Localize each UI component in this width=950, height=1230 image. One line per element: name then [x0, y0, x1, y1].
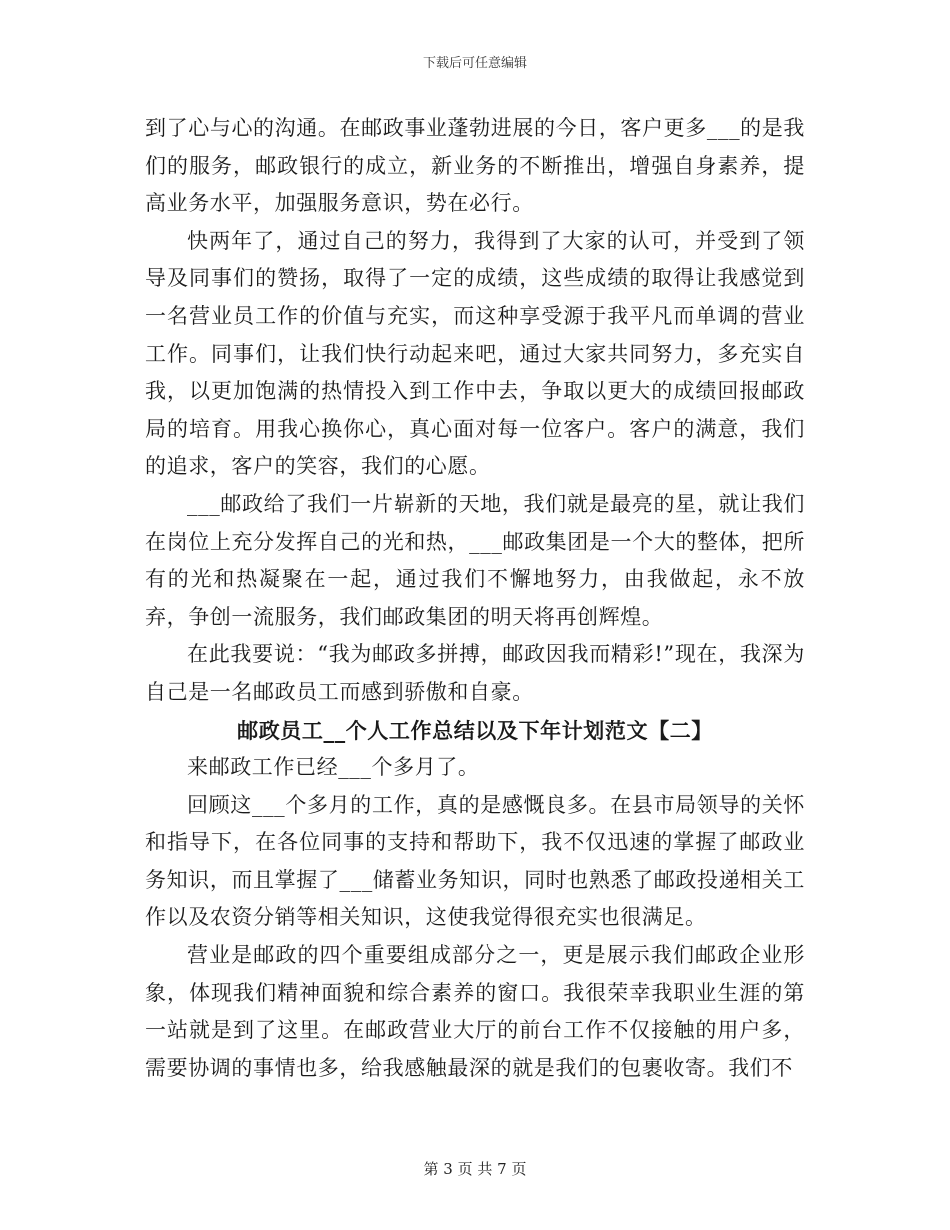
section-heading: 邮政员工__个人工作总结以及下年计划范文【二】: [237, 717, 713, 743]
paragraph: ___邮政给了我们一片崭新的天地，我们就是最亮的星，就让我们在岗位上充分发挥自己的光和热，___邮政集团是一个大的整体，把所有的光和热凝聚在一起，通过我们不懈地努力，由我做起，永不放弃，争创一流服务，我们邮政集团的明天将再创辉煌。: [145, 491, 805, 629]
page-number: 第 3 页 共 7 页: [423, 1160, 527, 1178]
paragraph: 在此我要说：“我为邮政多拼搏，邮政因我而精彩!”现在，我深为自己是一名邮政员工而感到骄傲和自豪。: [145, 642, 805, 704]
paragraph: 回顾这___个多月的工作，真的是感慨良多。在县市局领导的关怀和指导下，在各位同事的支持和帮助下，我不仅迅速的掌握了邮政业务知识，而且掌握了___储蓄业务知识，同时也熟悉了邮政投递相关工作以及农资分销等相关知识，这使我觉得很充实也很满足。: [145, 792, 805, 930]
page-header-note: 下载后可任意编辑: [422, 56, 527, 71]
paragraph: 营业是邮政的四个重要组成部分之一，更是展示我们邮政企业形象，体现我们精神面貌和综合素养的窗口。我很荣幸我职业生涯的第一站就是到了这里。在邮政营业大厅的前台工作不仅接触的用户多，需要协调的事情也多，给我感触最深的就是我们的包裹收寄。我们不: [145, 943, 805, 1080]
paragraph-continuation: 到了心与心的沟通。在邮政事业蓬勃进展的今日，客户更多___的是我们的服务，邮政银行的成立，新业务的不断推出，增强自身素养，提高业务水平，加强服务意识，势在必行。: [145, 116, 805, 216]
paragraph: 快两年了，通过自己的努力，我得到了大家的认可，并受到了领导及同事们的赞扬，取得了一定的成绩，这些成绩的取得让我感觉到一名营业员工作的价值与充实，而这种享受源于我平凡而单调的营业工作。同事们，让我们快行动起来吧，通过大家共同努力，多充实自我，以更加饱满的热情投入到工作中去，争取以更大的成绩回报邮政局的培育。用我心换你心，真心面对每一位客户。客户的满意，我们的追求，客户的笑容，我们的心愿。: [145, 228, 805, 479]
document-body: [145, 110, 805, 1087]
paragraph: 来邮政工作已经___个多月了。: [187, 755, 480, 780]
